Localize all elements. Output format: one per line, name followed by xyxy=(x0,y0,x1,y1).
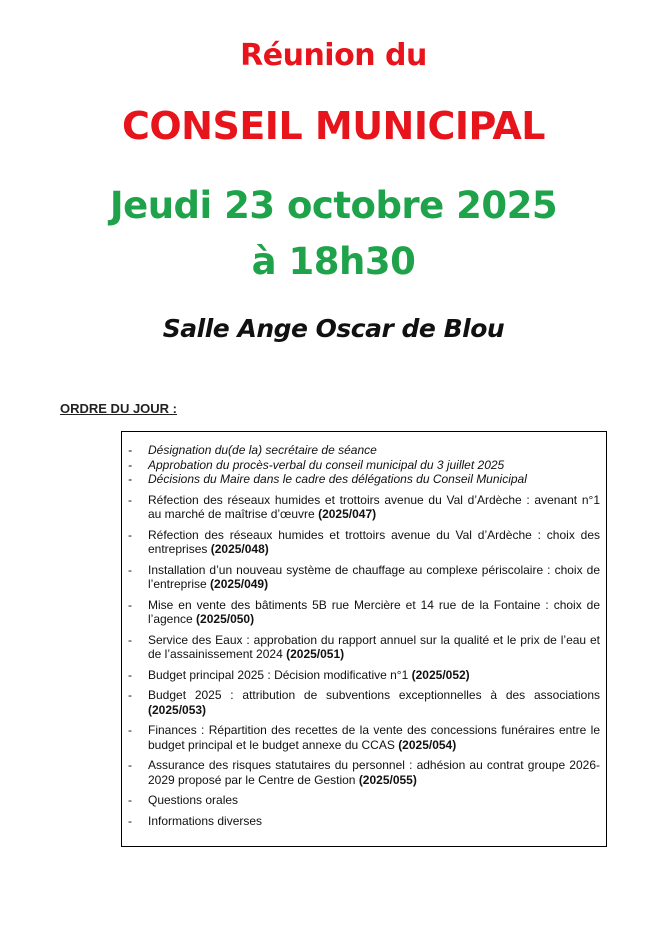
bullet-dash: - xyxy=(128,667,132,682)
agenda-item xyxy=(128,458,600,473)
agenda-heading: ORDRE DU JOUR : xyxy=(60,401,178,416)
agenda-box xyxy=(121,431,607,847)
agenda-item-ref: (2025/047) xyxy=(318,507,377,521)
bullet-dash: - xyxy=(128,813,132,828)
agenda-item-text: Questions orales xyxy=(148,793,239,807)
agenda-item-text: Installation d’un nouveau système de chauffage au complexe périscolaire : choix de l’entreprise xyxy=(148,562,600,591)
bullet-dash: - xyxy=(128,443,132,457)
agenda-item xyxy=(128,472,600,487)
bullet-dash: - xyxy=(128,527,132,542)
agenda-item-text: Service des Eaux : approbation du rapport annuel sur la qualité et le prix de l’eau et de l’assainissement 2024 xyxy=(148,632,600,661)
agenda-item xyxy=(128,814,600,829)
bullet-dash: - xyxy=(128,457,132,472)
agenda-item-ref: (2025/048) xyxy=(210,542,269,556)
agenda-item-text: Budget principal 2025 : Décision modificative n°1 xyxy=(148,667,409,682)
agenda-item-text: Réfection des réseaux humides et trottoirs avenue du Val d’Ardèche : avenant n°1 au marché de maîtrise d’œuvre xyxy=(148,492,600,521)
meeting-time: à 18h30 xyxy=(251,240,416,283)
agenda-item-text: Finances : Répartition des recettes de la vente des concessions funéraires entre le budget principal et le budget annexe du CCAS xyxy=(148,723,600,752)
bullet-dash: - xyxy=(128,688,132,702)
agenda-item xyxy=(128,633,600,662)
agenda-item xyxy=(128,493,600,522)
agenda-item xyxy=(128,793,600,808)
meeting-title-line2: CONSEIL MUNICIPAL xyxy=(121,104,546,148)
agenda-item-ref: (2025/055) xyxy=(358,772,417,787)
agenda-item xyxy=(128,688,600,717)
agenda-item-ref: (2025/049) xyxy=(210,577,269,591)
bullet-dash: - xyxy=(128,472,132,486)
agenda-item-ref: (2025/050) xyxy=(196,612,255,626)
meeting-date: Jeudi 23 octobre 2025 xyxy=(109,184,558,227)
agenda-item xyxy=(128,723,600,752)
agenda-item-text: Décisions du Maire dans le cadre des délégations du Conseil Municipal xyxy=(148,472,527,486)
bullet-dash: - xyxy=(128,492,132,507)
agenda-item xyxy=(128,668,600,683)
agenda-item xyxy=(128,598,600,627)
bullet-dash: - xyxy=(128,723,132,737)
agenda-item-ref: (2025/052) xyxy=(411,667,470,682)
meeting-title-line1: Réunion du xyxy=(240,38,427,73)
meeting-venue: Salle Ange Oscar de Blou xyxy=(162,314,505,343)
agenda-item-text: Budget 2025 : attribution de subventions exceptionnelles à des associations xyxy=(148,688,600,702)
agenda-item-text: Assurance des risques statutaires du personnel : adhésion au contrat groupe 2026-2029 proposé par le Centre de Gestion xyxy=(148,758,600,787)
agenda-item-ref: (2025/051) xyxy=(286,647,345,661)
agenda-item xyxy=(128,443,600,458)
bullet-dash: - xyxy=(128,632,132,647)
agenda-item-text: Désignation du(de la) secrétaire de séance xyxy=(148,443,377,457)
bullet-dash: - xyxy=(128,758,132,772)
agenda-item xyxy=(128,563,600,592)
agenda-item-ref: (2025/054) xyxy=(398,737,457,752)
agenda-item xyxy=(128,758,600,787)
bullet-dash: - xyxy=(128,562,132,577)
agenda-item-text: Approbation du procès-verbal du conseil municipal du 3 juillet 2025 xyxy=(148,457,505,472)
agenda-item-text: Informations diverses xyxy=(148,813,263,828)
agenda-item-text: Mise en vente des bâtiments 5B rue Mercière et 14 rue de la Fontaine : choix de l’agence xyxy=(148,597,600,626)
agenda-item-text: Réfection des réseaux humides et trottoirs avenue du Val d’Ardèche : choix des entreprises xyxy=(148,527,600,556)
bullet-dash: - xyxy=(128,597,132,612)
agenda-item xyxy=(128,528,600,557)
bullet-dash: - xyxy=(128,793,132,807)
agenda-item-ref: (2025/053) xyxy=(148,702,207,717)
